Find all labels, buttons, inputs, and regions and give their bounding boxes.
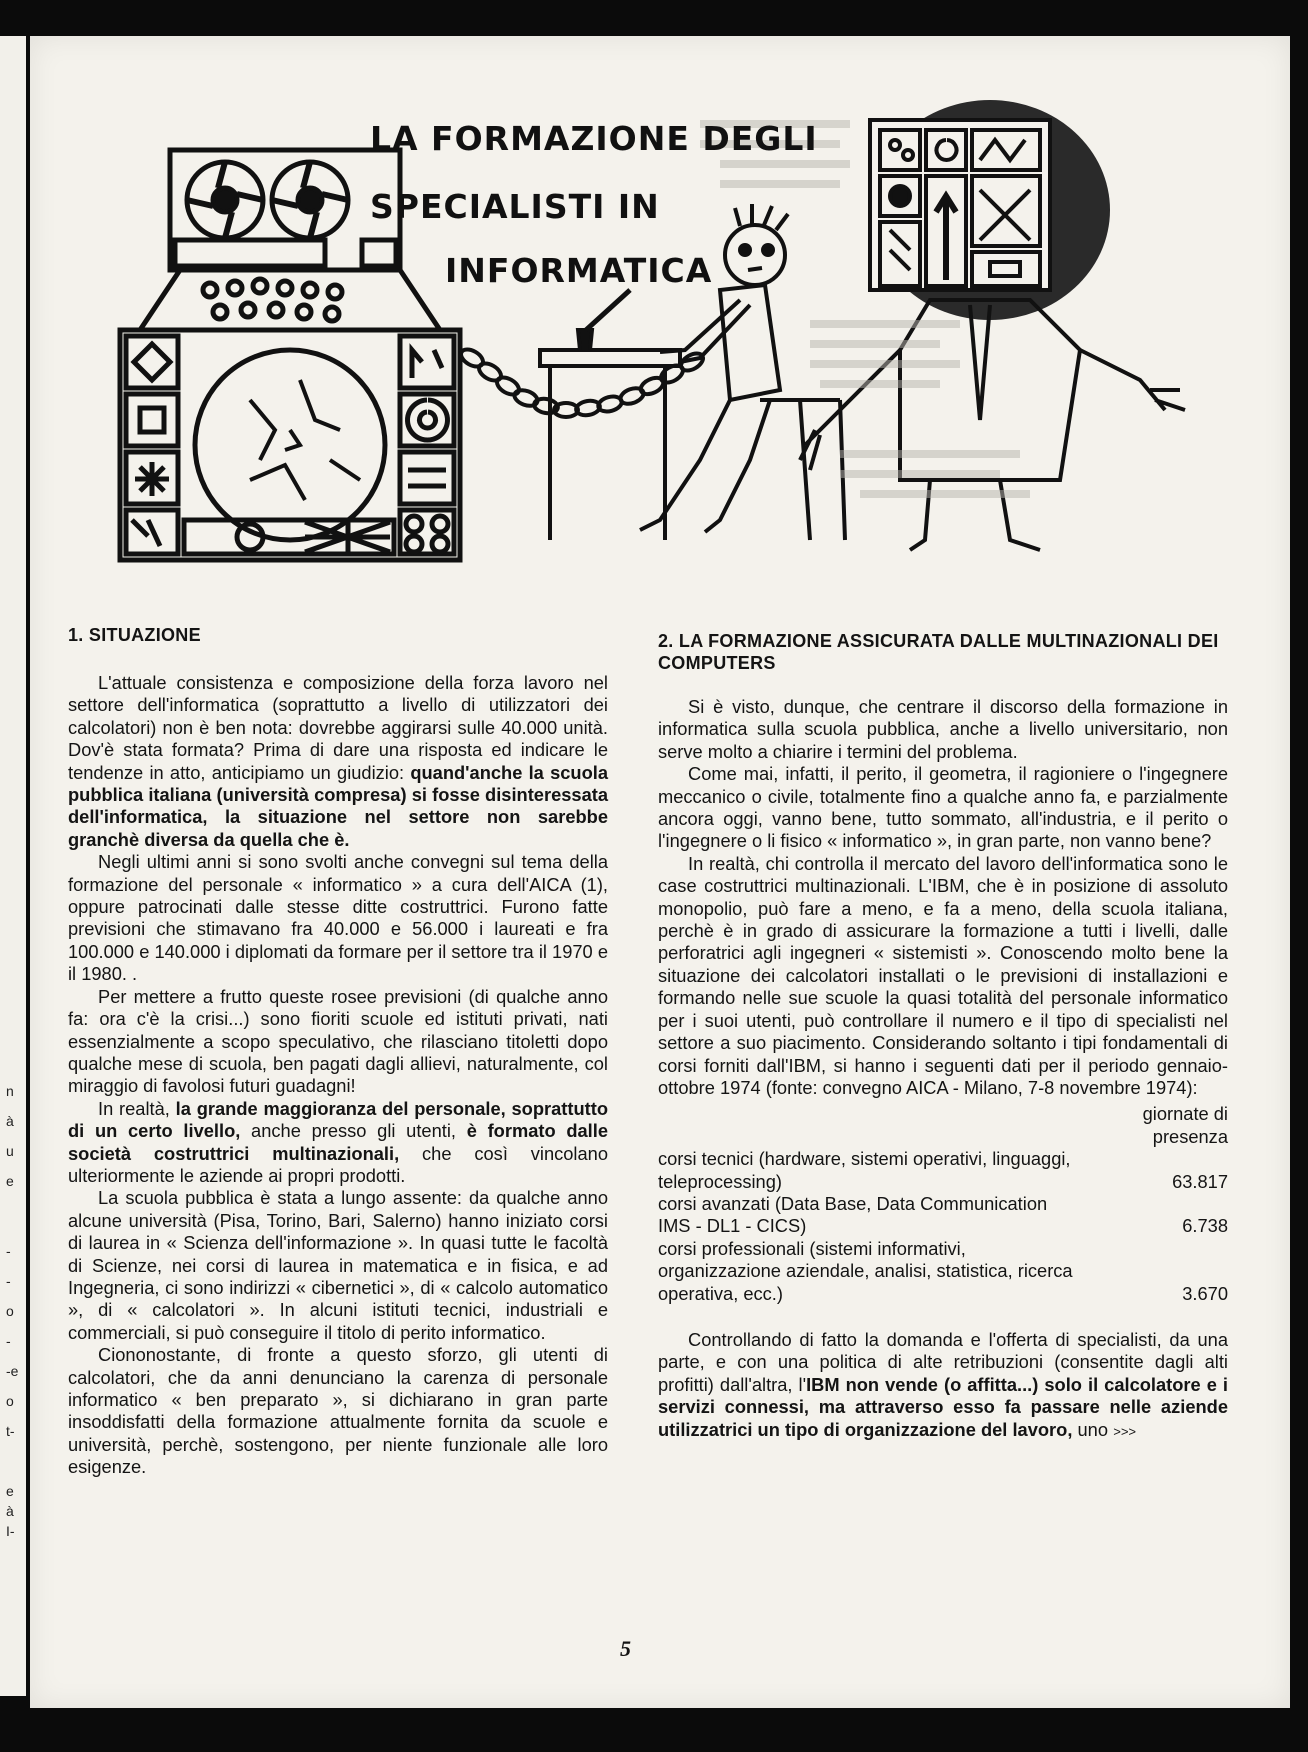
strip-fragment: e [6, 1173, 14, 1189]
text-segment: che così vincolano ulteriormente le aziende ai propri prodotti. [68, 1142, 608, 1186]
strip-fragment: I- [6, 1523, 15, 1539]
text-segment: La scuola pubblica è stata a lungo assente: da qualche anno alcune università (Pisa, Torino, Bari, Salerno) hanno iniziato corsi di laurea in « Scienza dell'informazione ». In quasi tutte le facoltà di Scienze, nei corsi di laurea in matematica e in fisica, e ad Ingegneria, ci sono indirizzi « cibernetici », di « calcolo automatico », di « calcolatori ». In alcuni istituti tecnici, industriali e commerciali, si può conseguire il titolo di perito informatico. [68, 1187, 608, 1343]
bold-segment: è formato dalle società costruttrici multinazionali, [68, 1120, 609, 1164]
strip-fragment: n [6, 1083, 14, 1099]
strip-fragment: e [6, 1483, 14, 1499]
table-header-line: presenza [1152, 1125, 1228, 1147]
text-segment: anche presso gli utenti, [240, 1120, 467, 1142]
table-cell-desc: corsi professionali (sistemi informativi, organizzazione aziendale, analisi, statistica, ricerca operativa, ecc.) [658, 1237, 1073, 1304]
table-row [658, 1193, 1228, 1238]
paragraph [658, 1329, 1228, 1443]
paragraph [68, 672, 608, 851]
paragraph [68, 986, 608, 1098]
paragraph [658, 696, 1228, 763]
section-heading: 1. SITUAZIONE [68, 625, 201, 645]
chain-drawing [458, 346, 706, 417]
text-segment: uno [1072, 1418, 1109, 1440]
courses-table [658, 1103, 1228, 1305]
magazine-page [30, 36, 1290, 1708]
table-cell-value: 3.670 [1182, 1282, 1228, 1304]
text-segment: Come mai, infatti, il perito, il geometra, il ragioniere o l'ingegnere meccanico o civile, totalmente fino a qualche anno fa, e parzialmente ancora oggi, vanno bene, tutto sommato, all'industria, e il perito o l'ingegnere o li fisico « informatico », in gran parte, non vanno bene? [658, 763, 1228, 852]
table-cell-value: 63.817 [1172, 1170, 1228, 1192]
strip-fragment: o [6, 1393, 14, 1409]
strip-fragment: - [6, 1243, 11, 1259]
bold-segment: IBM non vende (o affitta...) solo il calcolatore e i servizi connessi, ma attraverso esso fa passare nelle aziende utilizzatrici un tipo di organizzazione del lavoro, [658, 1373, 1228, 1440]
headline-line: SPECIALISTI IN [370, 187, 660, 226]
headline-line: LA FORMAZIONE DEGLI [370, 119, 818, 158]
strip-fragment: u [6, 1143, 14, 1159]
table-cell-value: 6.738 [1182, 1215, 1228, 1237]
text-segment: Controllando di fatto la domanda e l'offerta di specialisti, da una parte, e con una politica di alte retribuzioni (consentite dagli alti profitti) dall'altra, l' [658, 1328, 1228, 1395]
adjacent-page-strip [0, 36, 26, 1696]
paragraph [68, 1187, 608, 1344]
strip-fragment: -e [6, 1363, 19, 1379]
bold-segment: la grande maggioranza del personale, soprattutto di un certo livello, [68, 1097, 608, 1142]
strip-fragment: t- [6, 1423, 15, 1439]
table-cell-desc: corsi tecnici (hardware, sistemi operativi, linguaggi, teleprocessing) [658, 1148, 1071, 1192]
bold-segment: quand'anche la scuola pubblica italiana (università compresa) si fosse disinteressata dell'informatica, la situazione nel settore non sarebbe granchè diversa da quella che è. [68, 761, 609, 850]
paragraph [658, 763, 1228, 853]
section-heading: 2. LA FORMAZIONE ASSICURATA DALLE MULTINAZIONALI DEI COMPUTERS [658, 631, 1219, 673]
paragraph [658, 853, 1228, 1099]
paragraph [68, 1098, 608, 1188]
text-segment: Ciononostante, di fronte a questo sforzo, gli utenti di calcolatori, che da anni denunciano la carenza di personale informatico « ben preparato », si dichiarano in gran parte insoddisfatti della formazione attualmente fornita da scuole e università, perchè, sostengono, per niente funzionale alle loro esigenze. [68, 1344, 608, 1478]
strip-fragment: - [6, 1333, 11, 1349]
table-header [658, 1103, 1228, 1148]
left-column [68, 624, 608, 1479]
strip-fragment: à [6, 1113, 14, 1129]
right-column [658, 630, 1228, 1443]
text-segment: L'attuale consistenza e composizione della forza lavoro nel settore dell'informatica (soprattutto a livello di utilizzatori dei calcolatori) non è ben nota: dovrebbe aggirarsi sulle 40.000 unità. Dov'è stata formata? Prima di dare una risposta ed indicare le tendenze in atto, anticipiamo un giudizio: [68, 672, 608, 783]
strip-fragment: à [6, 1503, 14, 1519]
paragraph [68, 851, 608, 985]
headline-line: INFORMATICA [445, 251, 713, 290]
page-number: 5 [620, 1636, 631, 1661]
table-row [658, 1238, 1228, 1305]
cartoon-illustration [100, 100, 1230, 570]
text-segment: Si è visto, dunque, che centrare il discorso della formazione in informatica sulla scuola pubblica, anche a livello universitario, non serve molto a chiarire i termini del problema. [658, 696, 1228, 762]
strip-fragment: o [6, 1303, 14, 1319]
text-segment: In realtà, [98, 1097, 176, 1119]
continue-arrow-icon: >>> [1113, 1423, 1136, 1439]
paragraph [68, 1344, 608, 1478]
table-header-line: giornate di [1142, 1103, 1228, 1125]
text-segment: Per mettere a frutto queste rosee previsioni (di qualche anno fa: ora c'è la crisi...) sono fioriti scuole ed istituti privati, nati essenzialmente a scopo speculativo, che rilasciano titoletti dopo qualche mese di scuola, ben pagati dagli allievi, naturalmente, col miraggio di favolosi futuri guadagni! [68, 985, 608, 1097]
table-row [658, 1148, 1228, 1193]
strip-fragment: - [6, 1273, 11, 1289]
text-segment: In realtà, chi controlla il mercato del lavoro dell'informatica sono le case costruttrici multinazionali. L'IBM, che è in posizione di assoluto monopolio, può fare a meno, e fa a meno, della scuola italiana, perchè è in grado di assicurare la formazione a tutti i livelli, dalle perforatrici agli ingegneri « sistemisti ». Conoscendo molto bene la situazione dei calcolatori installati o le previsioni di installazioni e formando nelle sue scuole la quasi totalità del personale informatico per i suoi utenti, può controllare il numero e il tipo di specialisti nel settore a suo piacimento. Considerando soltanto i tipi fondamentali di corsi forniti dall'IBM, si hanno i seguenti dati per il periodo gennaio-ottobre 1974 (fonte: convegno AICA - Milano, 7-8 novembre 1974): [658, 852, 1228, 1098]
table-cell-desc: corsi avanzati (Data Base, Data Communication IMS - DL1 - CICS) [658, 1192, 1048, 1237]
text-segment: Negli ultimi anni si sono svolti anche convegni sul tema della formazione del personale « informatico » a cura dell'AICA (1), oppure patrocinati dalle stesse ditte costruttrici. Furono fatte previsioni che stimavano fra 40.000 e 56.000 i laureati e fra 100.000 e 140.000 i diplomati da formare per il settore tra il 1970 e il 1980. . [68, 851, 608, 985]
